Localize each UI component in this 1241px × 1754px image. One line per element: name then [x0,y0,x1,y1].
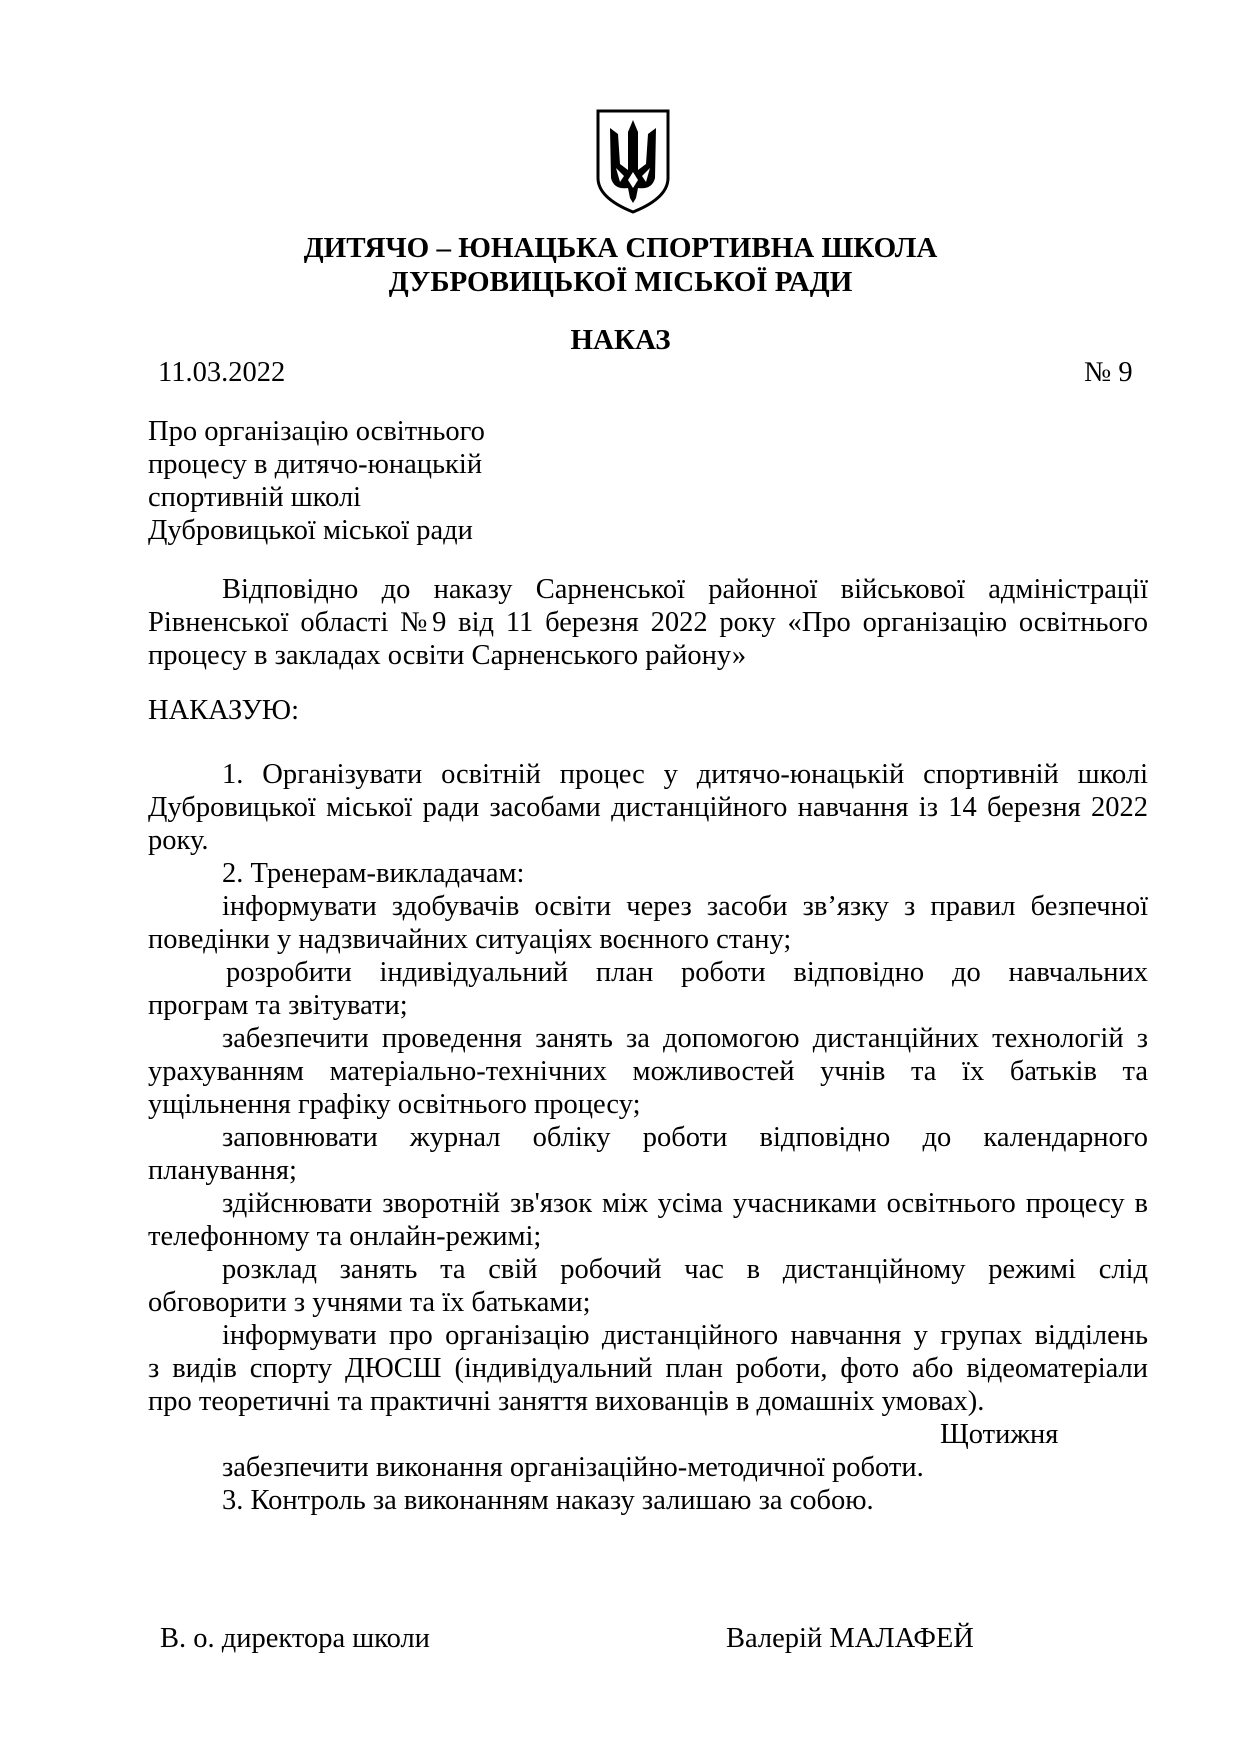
item-3-line: 3. Контроль за виконанням наказу залишаю за собою. [222,1485,874,1516]
task-inform-line: інформувати здобувачів освіти через засоби зв’язку з правил безпечної [222,891,1148,922]
item-1-line: 1. Організувати освітній процес у дитячо-юнацькій спортивній школі [222,759,1148,790]
preamble-line: Відповідно до наказу Сарненської районної військової адміністрації [222,574,1148,605]
task-report-line: інформувати про організацію дистанційного навчання у групах відділень [222,1320,1148,1351]
item-2-heading: 2. Тренерам-викладачам: [222,858,525,889]
trident-coat-of-arms-icon [594,108,672,214]
subject-line: Про організацію освітнього [148,416,485,447]
task-feedback-line: телефонному та онлайн-режимі; [148,1221,542,1252]
preamble-line: процесу в закладах освіти Сарненського району» [148,640,747,671]
task-report-line: з видів спорту ДЮСШ (індивідуальний план роботи, фото або відеоматеріали [148,1353,1148,1384]
task-classes-line: ущільнення графіку освітнього процесу; [148,1089,641,1120]
signatory-name: Валерій МАЛАФЕЙ [726,1623,974,1654]
preamble-paragraph [148,573,1148,672]
weekly-label: Щотижня [940,1419,1059,1450]
subject-line: Дубровицької міської ради [148,515,473,546]
subject-line: спортивній школі [148,482,362,513]
document-title: НАКАЗ [570,324,671,356]
task-feedback-line: здійснювати зворотній зв'язок між усіма учасниками освітнього процесу в [222,1188,1148,1219]
item-1-line: року. [148,825,209,856]
task-schedule-line: розклад занять та свій робочий час в дистанційному режимі слід [222,1254,1148,1285]
task-methodical-line: забезпечити виконання організаційно-методичної роботи. [222,1452,924,1483]
preamble-line: Рівненської області №9 від 11 березня 2022 року «Про організацію освітнього [148,607,1148,638]
task-plan-line: розробити індивідуальний план роботи відповідно до навчальних [226,957,1148,988]
subject-line: процесу в дитячо-юнацькій [148,449,483,480]
task-plan-line: програм та звітувати; [148,990,408,1021]
order-body [148,758,1148,1517]
subject-block [148,415,485,547]
document-number: № 9 [1084,357,1133,388]
item-1-line: Дубровицької міської ради засобами дистанційного навчання із 14 березня 2022 [148,792,1148,823]
task-journal-line: планування; [148,1155,297,1186]
task-schedule-line: обговорити з учнями та їх батьками; [148,1287,591,1318]
order-heading: НАКАЗУЮ: [148,695,300,726]
task-journal-line: заповнювати журнал обліку роботи відповідно до календарного [222,1122,1148,1153]
task-inform-line: поведінки у надзвичайних ситуаціях воєнного стану; [148,924,792,955]
organization-name-line-1: ДИТЯЧО – ЮНАЦЬКА СПОРТИВНА ШКОЛА [303,232,938,264]
task-classes-line: забезпечити проведення занять за допомогою дистанційних технологій з [222,1023,1148,1054]
task-report-line: про теоретичні та практичні заняття вихованців в домашніх умовах). [148,1386,985,1417]
task-classes-line: урахуванням матеріально-технічних можливостей учнів та їх батьків та [148,1056,1148,1087]
document-date: 11.03.2022 [158,357,286,388]
organization-name-line-2: ДУБРОВИЦЬКОЇ МІСЬКОЇ РАДИ [388,266,853,298]
signatory-position: В. о. директора школи [160,1623,430,1654]
